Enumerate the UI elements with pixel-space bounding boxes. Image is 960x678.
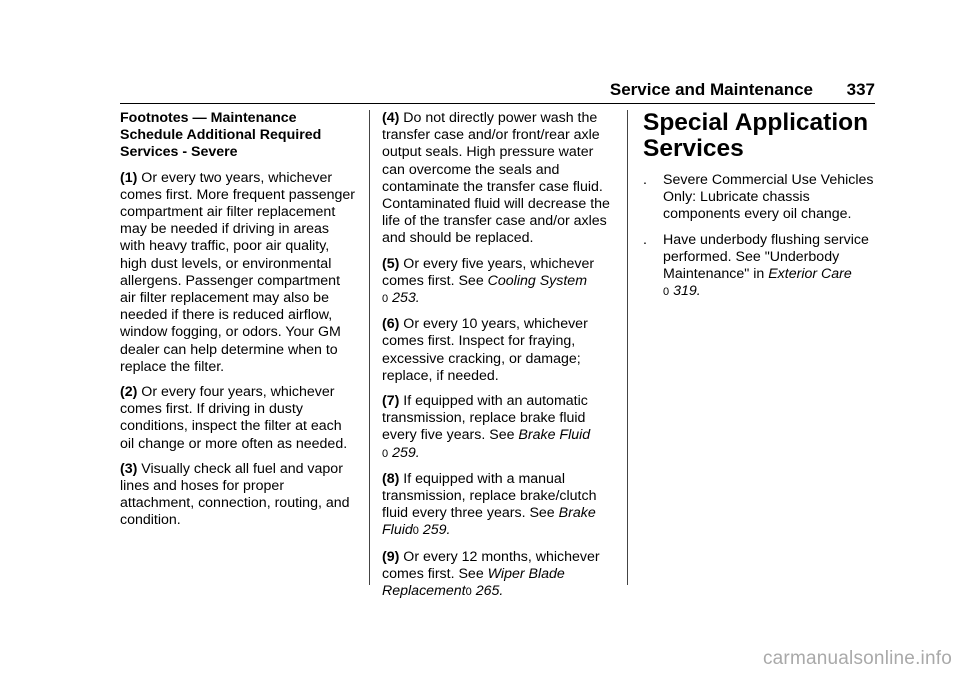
footnote-number: (8) bbox=[382, 470, 400, 487]
footnote-number: (4) bbox=[382, 110, 400, 126]
bullet-icon: . bbox=[643, 172, 647, 188]
column-2 bbox=[382, 110, 617, 609]
footnote-text: If equipped with a manual transmission, replace brake/clutch fluid every three years. See bbox=[382, 470, 597, 522]
footnote-text: Or every five years, whichever comes first. See bbox=[382, 255, 595, 289]
period: . bbox=[499, 583, 504, 600]
footnote-9 bbox=[382, 549, 617, 602]
footnote-number: (9) bbox=[382, 548, 400, 565]
period: . bbox=[415, 290, 420, 307]
page-reference[interactable]: 259 bbox=[392, 444, 416, 461]
list-item-content bbox=[663, 232, 878, 302]
header-rule bbox=[120, 103, 875, 104]
list-item bbox=[643, 172, 878, 224]
column-divider-2 bbox=[627, 110, 628, 585]
period: . bbox=[696, 283, 701, 300]
footnote-text: Or every 10 years, whichever comes first. Inspect for fraying, excessive cracking, or damage; replace, if needed. bbox=[382, 316, 588, 384]
footnote-3 bbox=[120, 461, 358, 530]
footnote-number: (5) bbox=[382, 255, 400, 272]
page-reference[interactable]: 265 bbox=[475, 583, 500, 600]
footnote-2 bbox=[120, 384, 358, 453]
footnote-number: (3) bbox=[120, 460, 138, 477]
page-reference[interactable]: 259 bbox=[422, 522, 447, 539]
footnote-text: Visually check all fuel and vapor lines and hoses for proper attachment, connection, routing, and condition. bbox=[120, 460, 350, 529]
footnote-text: Or every two years, whichever comes first. More frequent passenger compartment air filter replacement may be needed if driving in areas with heavy traffic, poor air quality, high dust levels, or environmental allergens. Passenger compartment air filter replacement may also be needed if there is reduced airflow, window fogging, or odors. Your GM dealer can help determine when to replace the filter. bbox=[120, 169, 355, 375]
page-number: 337 bbox=[846, 80, 875, 99]
list-item-text: Have underbody flushing service performed. See "Underbody Maintenance" in bbox=[663, 231, 869, 283]
footnote-1 bbox=[120, 170, 358, 376]
page-ref-arrow-icon: 0 bbox=[382, 293, 389, 306]
period: . bbox=[446, 522, 451, 539]
page-reference[interactable]: 319 bbox=[673, 283, 697, 300]
cross-reference-link[interactable]: Brake Fluid bbox=[518, 427, 591, 444]
footnotes-title: Footnotes — Maintenance Schedule Additional Required Services - Severe bbox=[120, 110, 322, 161]
footnote-5 bbox=[382, 256, 617, 309]
bullet-icon: . bbox=[643, 231, 647, 248]
column-3 bbox=[643, 110, 878, 309]
cross-reference-link[interactable]: Cooling System bbox=[487, 272, 588, 289]
footnote-number: (7) bbox=[382, 393, 400, 410]
watermark: carmanualsonline.info bbox=[762, 648, 952, 669]
page-ref-arrow-icon: 0 bbox=[382, 447, 389, 460]
footnote-8 bbox=[382, 471, 617, 541]
page-ref-arrow-icon: 0 bbox=[663, 286, 670, 299]
footnote-number: (1) bbox=[120, 169, 138, 186]
footnote-text: Or every 12 months, whichever comes first. See bbox=[382, 548, 600, 582]
period: . bbox=[415, 444, 420, 461]
page-header bbox=[120, 80, 875, 106]
footnote-text: Or every four years, whichever comes first. If driving in dusty conditions, inspect the filter at each oil change or more often as needed. bbox=[120, 384, 348, 452]
footnote-4 bbox=[382, 110, 617, 248]
header-title: Service and Maintenance bbox=[609, 80, 813, 99]
list-item bbox=[643, 232, 878, 302]
footnote-text: Do not directly power wash the transfer case and/or front/rear axle output seals. High pressure water can overcome the seals and contaminate the transfer case fluid. Contaminated fluid will decrease the life of the transfer case and/or axles and should be replaced. bbox=[382, 110, 610, 247]
cross-reference-link[interactable]: Exterior Care bbox=[768, 266, 852, 283]
cross-reference-link[interactable]: Brake Fluid bbox=[382, 505, 596, 539]
list-item-text: Severe Commercial Use Vehicles Only: Lubricate chassis components every oil change. bbox=[663, 172, 874, 223]
cross-reference-link[interactable]: Wiper Blade Replacement bbox=[382, 565, 565, 600]
footnote-text: If equipped with an automatic transmission, replace brake fluid every five years. See bbox=[382, 393, 588, 444]
footnote-number: (6) bbox=[382, 316, 400, 333]
footnote-7 bbox=[382, 393, 617, 463]
footnote-6 bbox=[382, 316, 617, 385]
footnote-number: (2) bbox=[120, 384, 138, 401]
page-ref-arrow-icon: 0 bbox=[412, 525, 419, 538]
page-reference[interactable]: 253 bbox=[392, 290, 416, 307]
page-ref-arrow-icon: 0 bbox=[465, 586, 472, 599]
section-title: Special Application Services bbox=[643, 109, 869, 162]
column-1 bbox=[120, 110, 358, 538]
column-divider-1 bbox=[369, 110, 370, 585]
